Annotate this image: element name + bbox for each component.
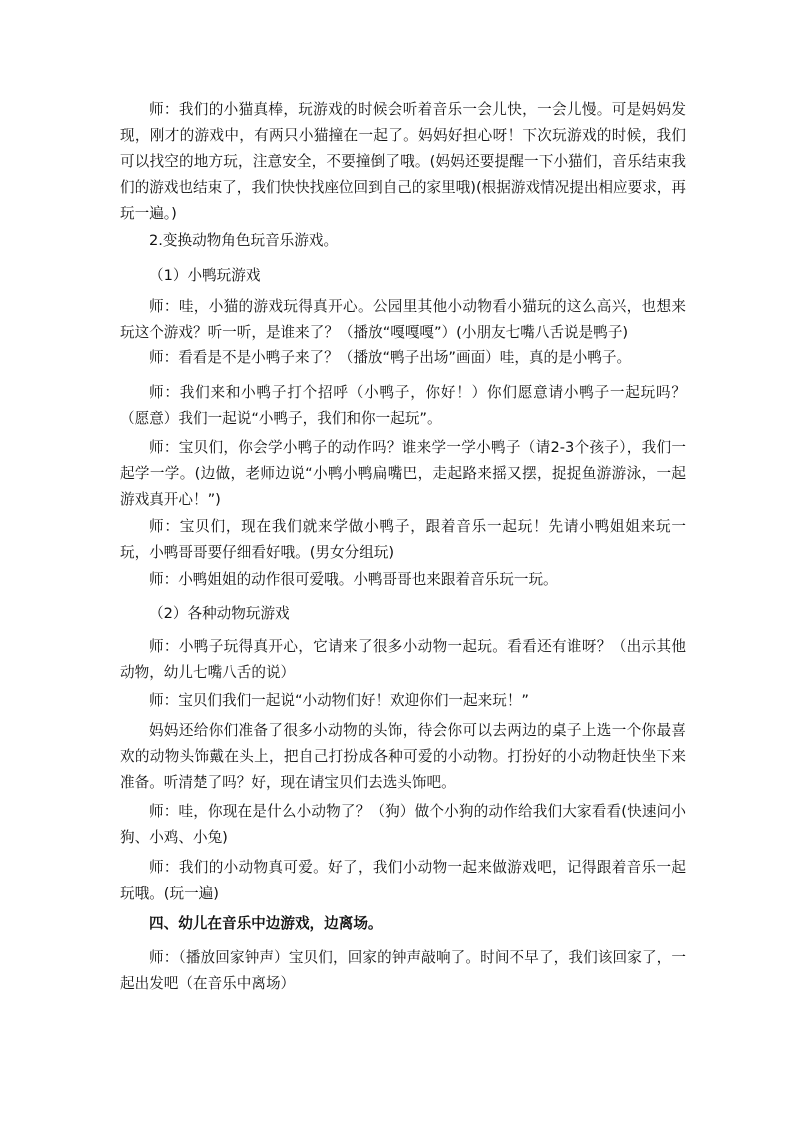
paragraph-teacher-welcome-animals: 师：宝贝们我们一起说“小动物们好！欢迎你们一起来玩！” (149, 692, 529, 709)
paragraph-subheading-duck-game: （1）小鸭玩游戏 (149, 267, 261, 284)
paragraph-teacher-more-animals: 师：小鸭子玩得真开心，它请来了很多小动物一起玩。看看还有谁呀？（出示其他动物，幼儿七嘴八舌的说） (120, 638, 686, 681)
paragraph-teacher-greet-duck: 师：我们来和小鸭子打个招呼（小鸭子，你好！）你们愿意请小鸭子一起玩吗？（愿意）我们一起说“小鸭子，我们和你一起玩”。 (120, 384, 686, 427)
paragraph-teacher-go-home: 师：（播放回家钟声）宝贝们，回家的钟声敲响了。时间不早了，我们该回家了，一起出发吧（在音乐中离场） (120, 949, 686, 992)
paragraph-teacher-duck-arrives: 师：看看是不是小鸭子来了？（播放“鸭子出场”画面）哇，真的是小鸭子。 (149, 349, 632, 366)
paragraph-teacher-play-together: 师：我们的小动物真可爱。好了，我们小动物一起来做游戏吧，记得跟着音乐一起玩哦。(玩一遍) (120, 859, 686, 902)
paragraph-teacher-play-as-duck: 师：宝贝们，现在我们就来学做小鸭子，跟着音乐一起玩！先请小鸭姐姐来玩一玩，小鸭哥哥要仔细看好哦。(男女分组玩) (120, 518, 686, 561)
paragraph-mom-headwear: 妈妈还给你们准备了很多小动物的头饰，待会你可以去两边的桌子上选一个你最喜欢的动物头饰戴在头上，把自己打扮成各种可爱的小动物。打扮好的小动物赶快坐下来准备。听清楚了吗？好，现在请宝贝们去选头饰吧。 (120, 722, 686, 791)
section-heading-leave-with-music: 四、幼儿在音乐中边游戏，边离场。 (149, 915, 383, 932)
paragraph-teacher-who-came: 师：哇，小猫的游戏玩得真开心。公园里其他小动物看小猫玩的这么高兴，也想来玩这个游戏？听一听，是谁来了？（播放“嘎嘎嘎”）(小朋友七嘴八舌说是鸭子) (120, 298, 686, 341)
paragraph-teacher-duck-sisters: 师：小鸭姐姐的动作很可爱哦。小鸭哥哥也来跟着音乐玩一玩。 (149, 571, 558, 588)
paragraph-section-change-roles: 2.变换动物角色玩音乐游戏。 (149, 232, 339, 249)
paragraph-subheading-animal-game: （2）各种动物玩游戏 (149, 605, 290, 622)
paragraph-teacher-cat-praise: 师：我们的小猫真棒，玩游戏的时候会听着音乐一会儿快，一会儿慢。可是妈妈发现，刚才的游戏中，有两只小猫撞在一起了。妈妈好担心呀！下次玩游戏的时候，我们可以找空的地方玩，注意安全，不要撞倒了哦。(妈妈还要提醒一下小猫们，音乐结束我们的游戏也结束了，我们快快找座位回到自己的家里哦)(根据游戏情况提出相应要求，再玩一遍。) (120, 101, 686, 222)
paragraph-teacher-which-animal: 师：哇，你现在是什么小动物了？（狗）做个小狗的动作给我们大家看看(快速问小狗、小鸡、小兔) (120, 803, 686, 846)
paragraph-teacher-learn-duck-moves: 师：宝贝们，你会学小鸭子的动作吗？谁来学一学小鸭子（请2-3个孩子），我们一起学一学。(边做，老师边说“小鸭小鸭扁嘴巴，走起路来摇又摆，捉捉鱼游游泳，一起游戏真开心！”) (120, 439, 686, 508)
